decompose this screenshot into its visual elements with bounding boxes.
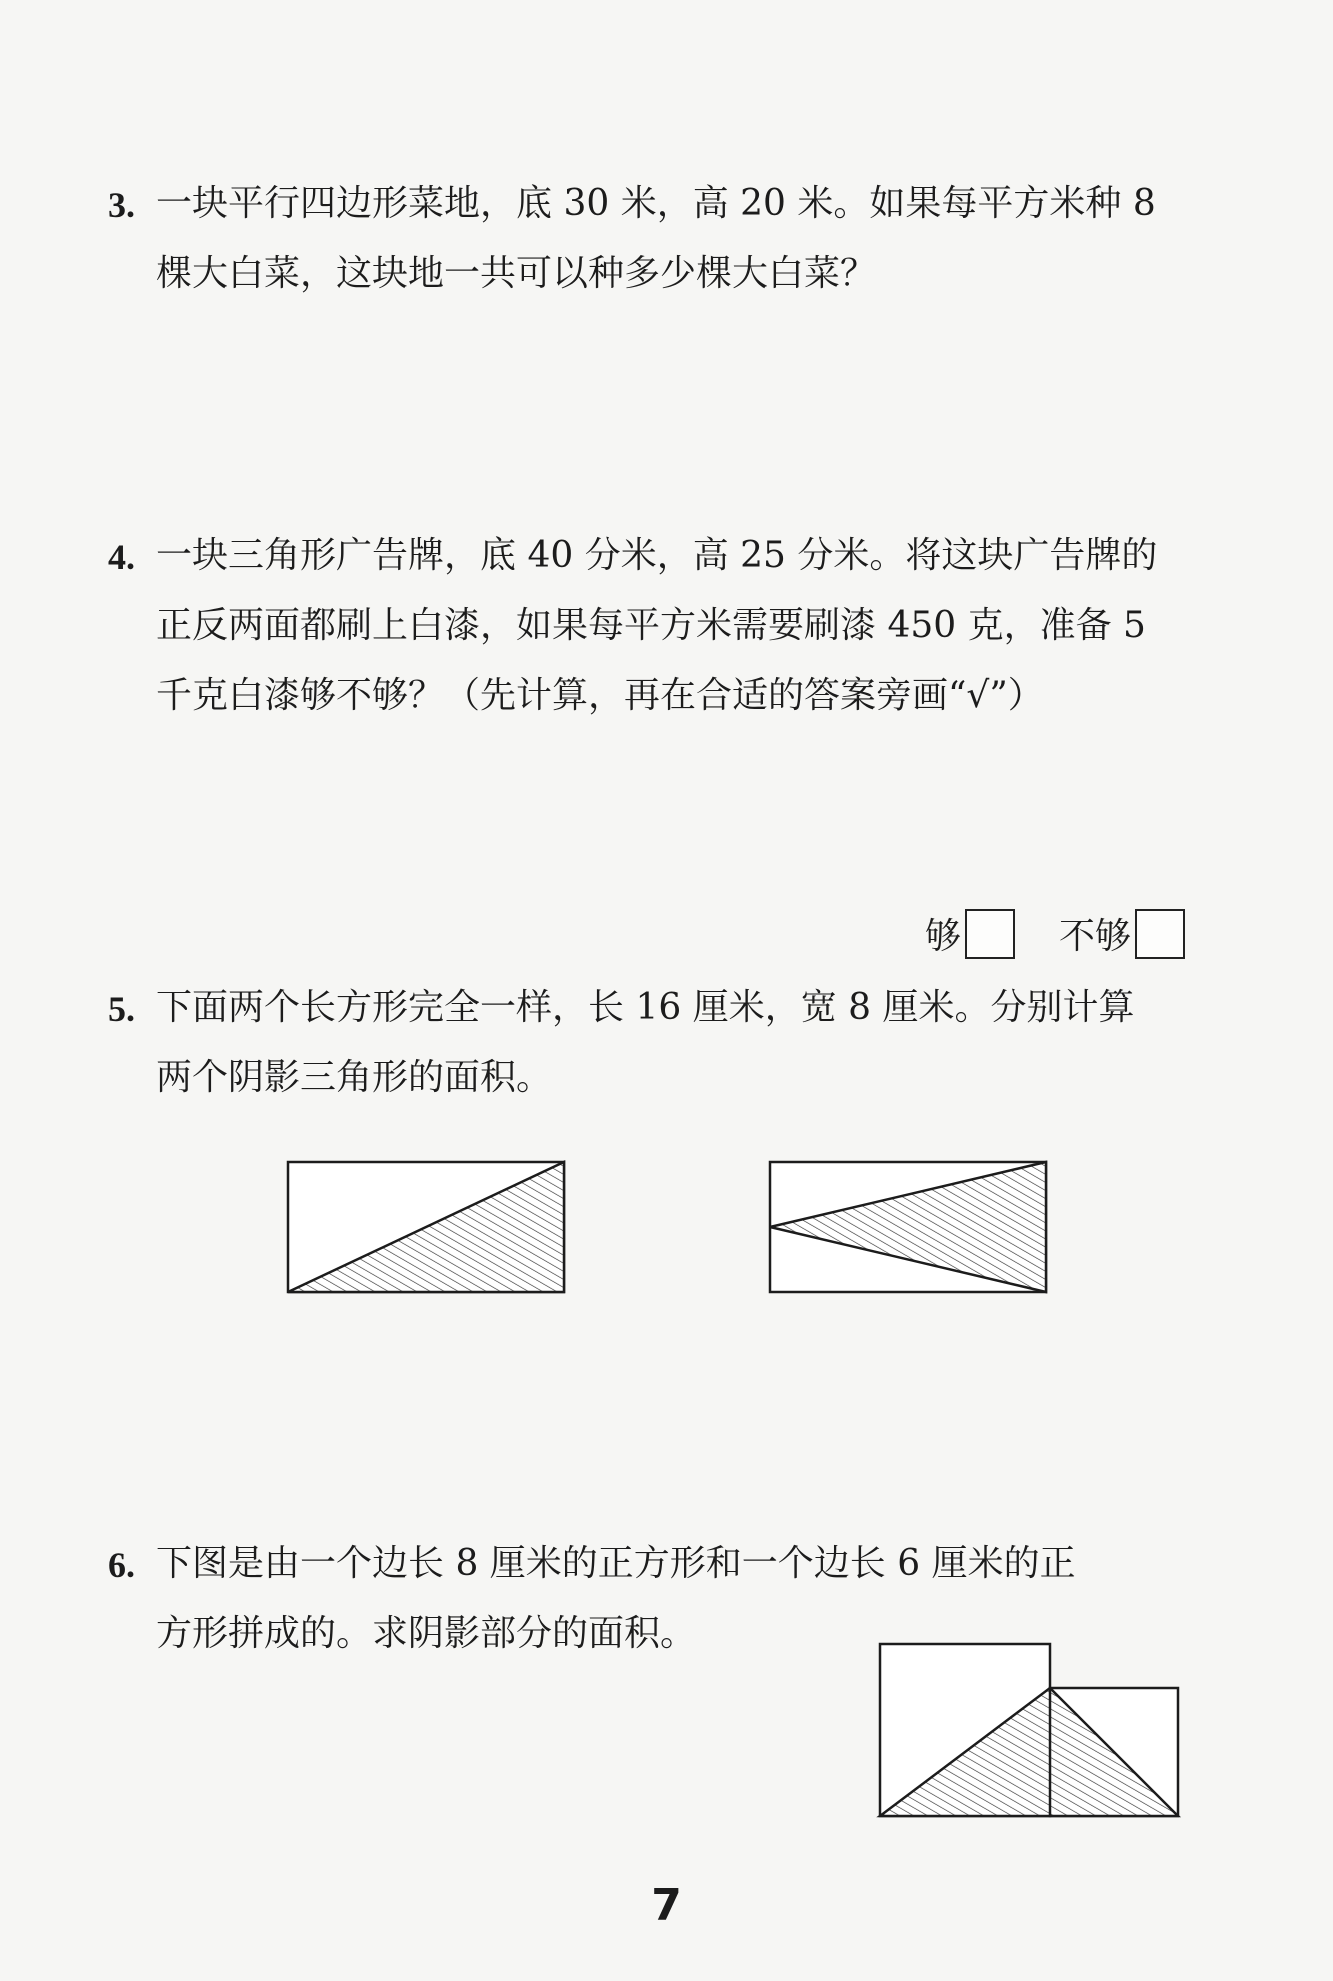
problem-text-line: 下图是由一个边长 8 厘米的正方形和一个边长 6 厘米的正 — [156, 1543, 1076, 1584]
choice-label-enough: 够 — [924, 916, 961, 957]
problem-text-line: 一块三角形广告牌，底 40 分米，高 25 分米。将这块广告牌的 — [156, 535, 1158, 576]
problem-text-line: 一块平行四边形菜地，底 30 米，高 20 米。如果每平方米种 8 — [156, 183, 1156, 224]
answer-choices — [925, 908, 1185, 959]
problem-text-line: 棵大白菜，这块地一共可以种多少棵大白菜？ — [156, 253, 877, 294]
problem-text-line: 正反两面都刷上白漆，如果每平方米需要刷漆 450 克，准备 5 — [156, 605, 1146, 646]
problem-number: 3. — [108, 185, 135, 225]
choice-box-not-enough[interactable] — [1135, 909, 1185, 959]
problem-number: 6. — [108, 1545, 135, 1585]
problem-text-line: 方形拼成的。求阴影部分的面积。 — [156, 1613, 697, 1654]
problem-text-line: 两个阴影三角形的面积。 — [156, 1057, 553, 1098]
problem-number: 5. — [108, 989, 135, 1029]
choice-label-not-enough: 不够 — [1058, 916, 1131, 957]
page-number: 7 — [651, 1880, 682, 1931]
problem-number: 4. — [108, 537, 135, 577]
choice-box-enough[interactable] — [965, 909, 1015, 959]
rectangle-figure-diagonal-triangle — [286, 1160, 566, 1294]
rectangle-figure-center-triangle — [768, 1160, 1048, 1294]
two-squares-figure — [878, 1642, 1182, 1822]
problem-text-line: 千克白漆够不够？（先计算，再在合适的答案旁画“√”） — [156, 675, 1044, 716]
problem-text-line: 下面两个长方形完全一样，长 16 厘米，宽 8 厘米。分别计算 — [156, 987, 1135, 1028]
